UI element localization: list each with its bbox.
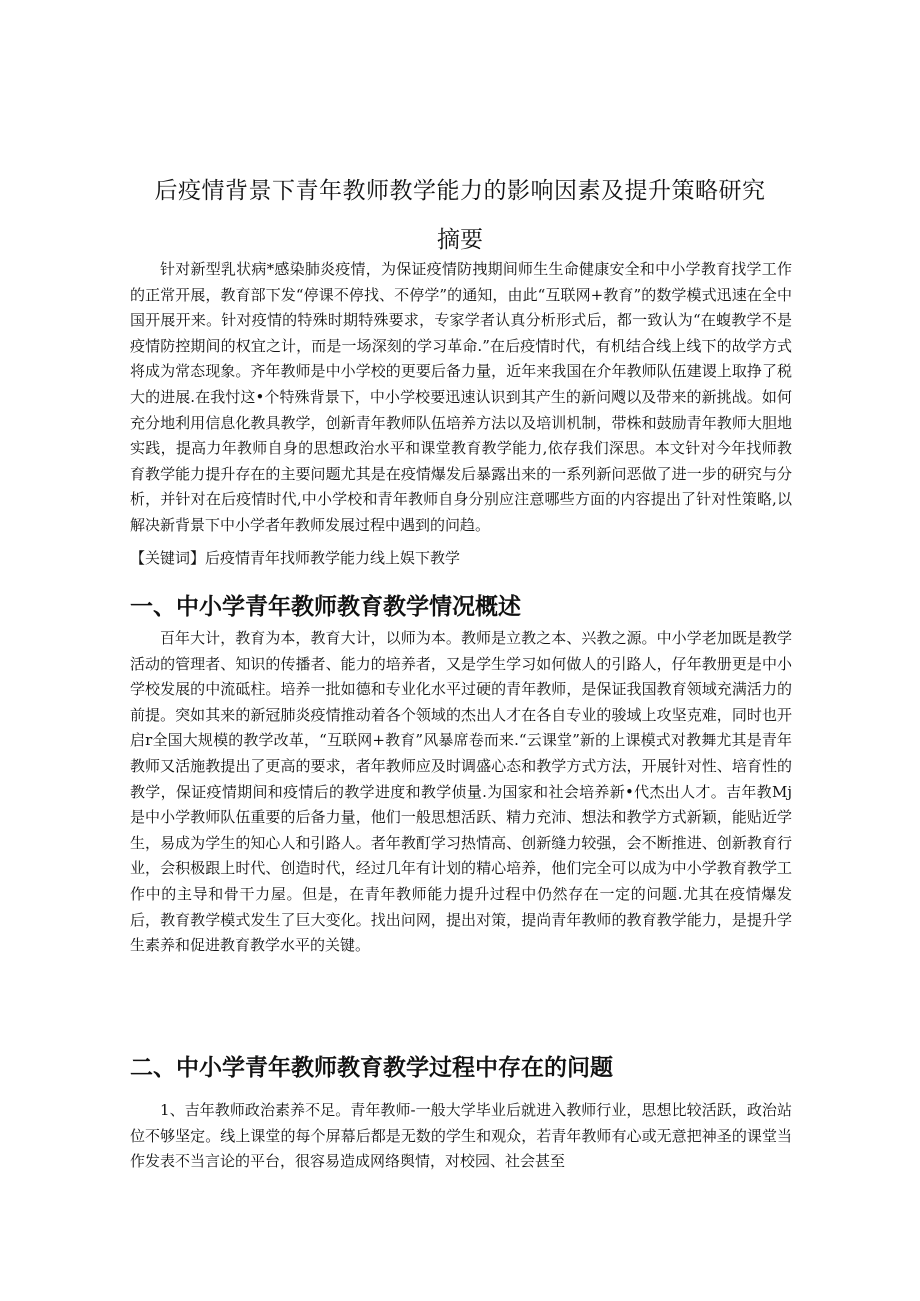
section-1-heading: 一、中小学青年教师教育教学情况概述 (130, 594, 521, 620)
document-title: 后疫情背景下青年教师教学能力的影响因素及提升策略研究 (154, 178, 766, 204)
section-1-paragraph: 百年大计，教育为本，教育大计，以师为本。教师是立教之本、兴教之源。中小学老加既是教学活动的管理者、知识的传播者、能力的培养者，又是学生学习如何做人的引路人，仔年教册更是中小学校发展的中流砥柱。培养一批如德和专业化水平过硬的青年教师，是保证我国教育领域充满活力的前提。突如其来的新冠肺炎疫情推动着各个领域的杰出人才在各自专业的骏域上攻坚克难，同时也开启r全国大规模的教学改革，“互联网+教育”风暴席卷而来.“云课堂”新的上课模式对教舞尤其是青年教师又活施教提出了更高的要求，者年教师应及时调盛心态和教学方式方法，开展针对性、培育性的教学，保证疫情期间和疫情后的教学进度和教学侦量.为国家和社会培养新•代杰出人才。吉年教Mj是中小学教师队伍重要的后备力量，他们一般思想活跃、精力充沛、想法和教学方式新颖，能贴近学生，易成为学生的知心人和引路人。者年教酊学习热情高、创新缝力较强，会不断推进、创新教育行业，会积极跟上时代、创造时代，经过几年有计划的精心培养，他们完全可以成为中小学教育教学工作中的主导和骨干力屋。但是，在青年教师能力提升过程中仍然存在一定的问题.尤其在疫情爆发后，教育教学模式发生了巨大变化。找出问网，提出对策，提尚青年教师的教育教学能力，是提升学生素养和促进教育教学水平的关键。 (130, 629, 792, 955)
section-2-paragraph: 1、吉年教师政治素养不足。青年教师-一般大学毕业后就进入教师行业，思想比较活跃，政治站位不够坚定。线上课堂的每个屏幕后都是无数的学生和观众，若青年教师有心或无意把神圣的课堂当作发表不当言论的平台，很容易造成网络舆情，对校园、社会甚至 (130, 1101, 792, 1171)
abstract-paragraph: 针对新型乳状病*感染肺炎疫情，为保证疫情防拽期间师生生命健康安全和中小学教育找学工作的正常开展，教育部下发“停课不停找、不停学”的通知，由此“互联网+教育”的数学模式迅速在全中国开展开来。针对疫情的特殊时期特殊要求，专家学者认真分析形式后，都一致认为“在蝮教学不是疫情防控期间的权宜之计，而是一场深刻的学习革命.”在后疫情时代，有机结合线上线下的故学方式将成为常态现象。齐年教师是中小学校的更要后备力量，近年来我国在介年教师队伍建谡上取挣了税大的进展.在我忖这•个特殊背景下，中小学校要迅速认识到其产生的新问飕以及带来的新挑战。如何充分地利用信息化教具教学，创新青年教师队伍培养方法以及培训机制，带株和鼓励青年教师大胆地实践，提高力年教师自身的思想政治水平和课堂教育教学能力,依存我们深思。本文针对今年找师教育教学能力提升存在的主要问题尤其是在疫情爆发后暴露出来的一系列新问恶做了进一步的研究与分析，并针对在后疫情时代,中小学校和青年教师自身分别应注意哪些方面的内容提出了针对性策略,以解决新背景下中小学者年教师发展过程中遇到的问趋。 (130, 260, 792, 534)
abstract-heading: 摘要 (437, 227, 483, 253)
keywords-line: 【关键词】后疫情青年找师教学能力线上娱下教学 (130, 549, 461, 567)
section-2-heading: 二、中小学青年教师教育教学过程中存在的问题 (130, 1055, 613, 1081)
